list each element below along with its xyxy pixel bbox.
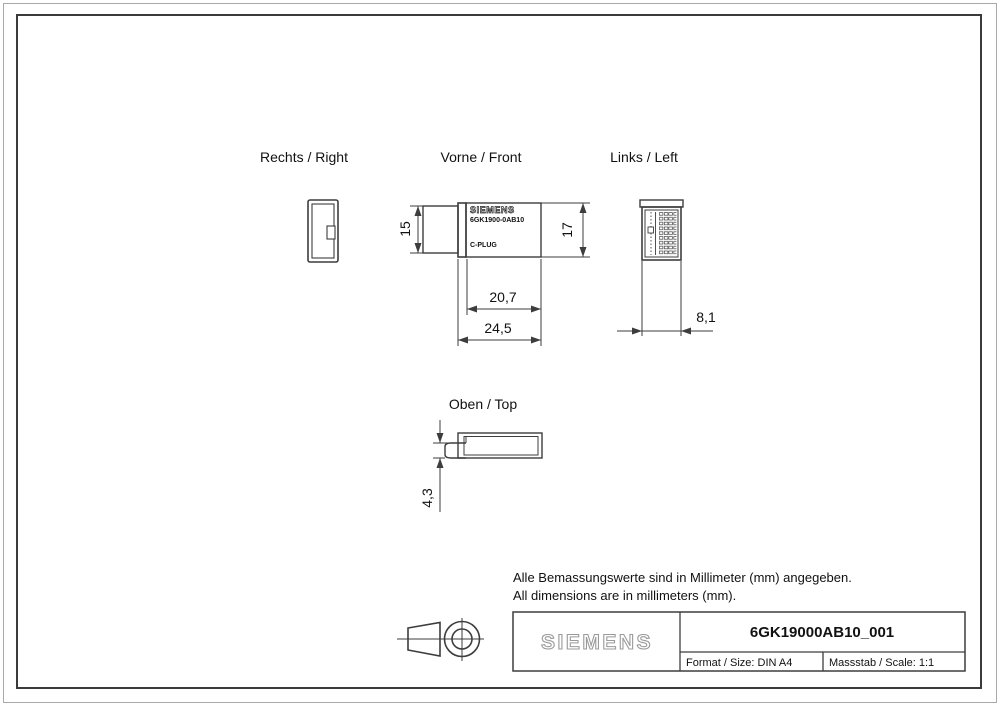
- title-block-siemens-logo: SIEMENS: [540, 631, 654, 654]
- dim-body-width-label: 8,1: [696, 309, 716, 325]
- dim-connector-height-label: 15: [397, 221, 413, 237]
- dim-connector-depth-label: 4,3: [419, 488, 435, 508]
- front-label-brand: SIEMENS: [470, 205, 515, 215]
- front-view-flange: [458, 203, 466, 257]
- note-german: Alle Bemassungswerte sind in Millimeter (mm) angegeben.: [513, 570, 852, 585]
- top-view: [445, 433, 542, 458]
- view-label-top: Oben / Top: [448, 396, 518, 412]
- left-view-key-marker: [648, 227, 654, 233]
- top-view-connector-tab: [445, 443, 466, 458]
- front-view-connector: [423, 206, 458, 253]
- note-english: All dimensions are in millimeters (mm).: [513, 588, 737, 603]
- left-view-cap: [640, 200, 683, 207]
- front-label-part-number: 6GK1900-0AB10: [470, 217, 525, 224]
- left-view: [640, 200, 683, 260]
- title-block-scale: Massstab / Scale: 1:1: [829, 657, 935, 669]
- dim-body-length-label: 20,7: [489, 289, 517, 305]
- left-view-pin-grid: [659, 212, 677, 255]
- dim-body-height-label: 17: [559, 222, 575, 238]
- right-view-latch: [327, 226, 335, 239]
- view-label-right: Rechts / Right: [260, 149, 348, 165]
- right-view: [308, 200, 338, 262]
- sheet-outer-border: [4, 4, 997, 703]
- sheet-inner-frame: [17, 15, 981, 688]
- view-label-front: Vorne / Front: [440, 149, 522, 165]
- front-label-product: C-PLUG: [470, 242, 497, 249]
- projection-symbol: [397, 618, 484, 661]
- view-label-left: Links / Left: [610, 149, 678, 165]
- title-block-format: Format / Size: DIN A4: [686, 657, 793, 669]
- title-block-document-number: 6GK19000AB10_001: [749, 624, 895, 641]
- dim-total-length-label: 24,5: [484, 320, 512, 336]
- dim-connector-depth: [433, 420, 448, 512]
- top-view-inner: [464, 437, 538, 456]
